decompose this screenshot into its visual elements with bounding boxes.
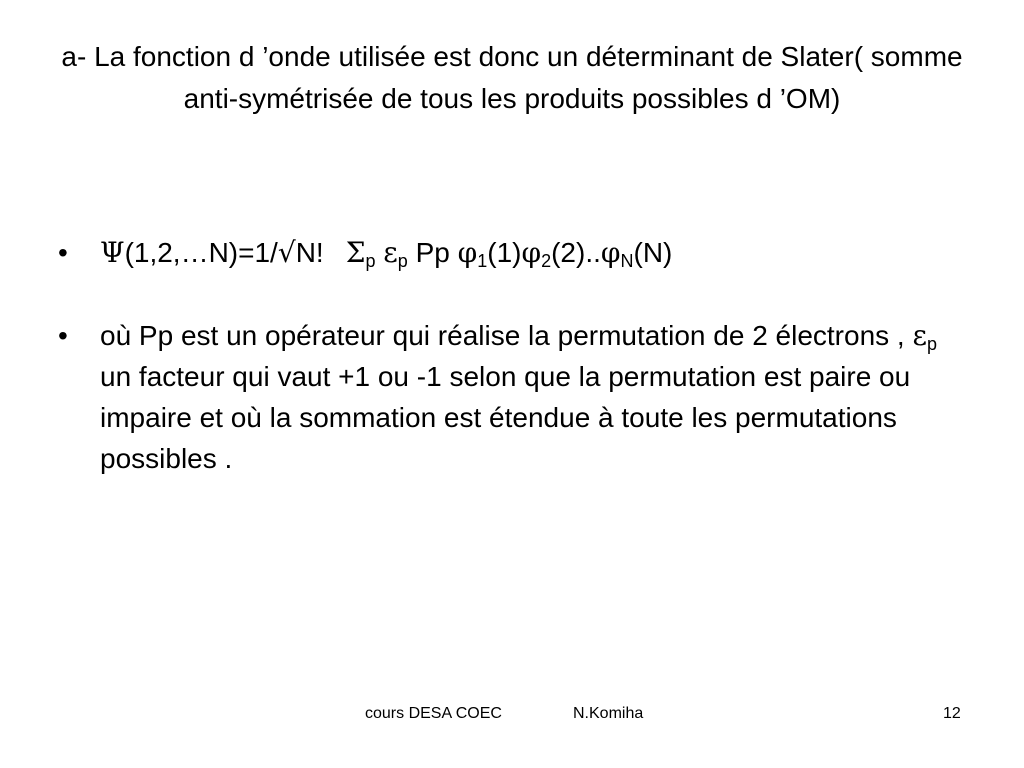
bullet-marker: •: [58, 237, 68, 268]
definition-text-end: un facteur qui vaut +1 ou -1 selon que la permutation est paire ou impaire et où la sommation est étendue à toute les permutations possibles .: [100, 361, 911, 474]
formula-epsilon-subscript: p: [397, 251, 408, 271]
formula-psi: Ψ: [100, 236, 125, 269]
formula-phi-1-argument: (1): [487, 237, 522, 268]
formula-args: (1,2,…N)=1/: [124, 237, 278, 268]
definition-epsilon-subscript: p: [927, 334, 938, 354]
formula-phi-1-subscript: 1: [477, 251, 488, 271]
slide-title: a- La fonction d ’onde utilisée est donc un déterminant de Slater( somme anti-symétrisée de tous les produits possibles d ’OM): [61, 41, 963, 114]
formula-pp: Pp: [407, 237, 458, 268]
formula-phi-1: φ: [457, 236, 478, 269]
bullet-permutation-definition: [58, 315, 968, 479]
formula-epsilon: ε: [383, 236, 398, 269]
footer-page-number: 12: [943, 705, 961, 722]
bullet-list: [58, 232, 968, 479]
footer-author: N.Komiha: [573, 705, 644, 722]
bullet-wavefunction-formula: [58, 232, 968, 273]
formula-phi-2: φ: [521, 236, 542, 269]
formula-phi-2-argument: (2)..: [551, 237, 601, 268]
formula-phi-n: φ: [600, 236, 621, 269]
definition-epsilon: ε: [912, 319, 928, 352]
formula-sigma: Σ: [345, 236, 366, 269]
formula-phi-n-subscript: N: [620, 251, 634, 271]
formula-sqrt: √: [277, 236, 296, 269]
formula-sigma-subscript: p: [365, 251, 376, 271]
bullet-marker: •: [58, 320, 68, 351]
definition-text-start: où Pp est un opérateur qui réalise la permutation de 2 électrons ,: [100, 320, 913, 351]
footer-course-name: cours DESA COEC: [365, 705, 502, 722]
formula-n-factorial: N!: [295, 237, 324, 268]
formula-phi-2-subscript: 2: [541, 251, 552, 271]
formula-phi-n-argument: (N): [633, 237, 673, 268]
